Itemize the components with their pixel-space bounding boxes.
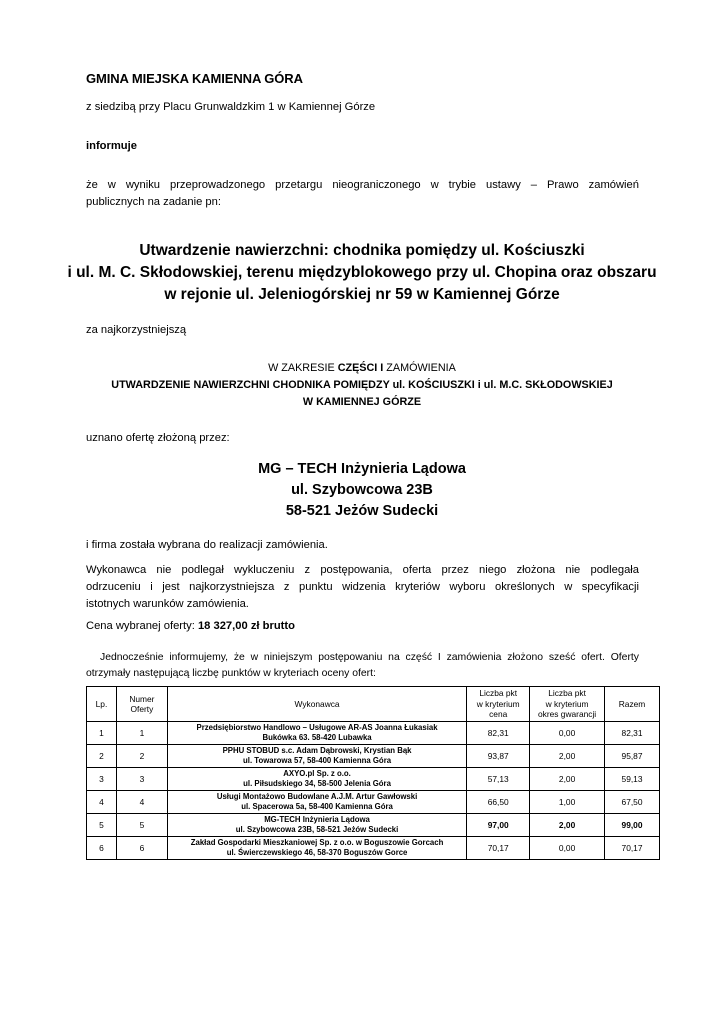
- results-table: [86, 686, 660, 860]
- scope-part: CZĘŚCI I: [337, 362, 384, 374]
- cell-contractor: PPHU STOBUD s.c. Adam Dąbrowski, Krystian Bąk ul. Towarowa 57, 58-400 Kamienna Góra: [167, 745, 466, 768]
- cell-lp: 2: [87, 745, 117, 768]
- cell-warranty-points: 2,00: [530, 745, 605, 768]
- intro-paragraph: [86, 177, 639, 211]
- table-row: [87, 837, 660, 860]
- task-line-1: Utwardzenie nawierzchni: chodnika pomiędzy ul. Kościuszki: [139, 242, 585, 259]
- cell-offer-number: 4: [116, 791, 167, 814]
- info-line-2: otrzymały następującą liczbę punktów w kryteriach oceny ofert:: [86, 668, 376, 679]
- header-price-points: Liczba pkt w kryterium cena: [467, 687, 530, 722]
- info-paragraph: [86, 650, 639, 682]
- header-warranty-points: Liczba pkt w kryterium okres gwarancji: [530, 687, 605, 722]
- selected-text: i firma została wybrana do realizacji zamówienia.: [86, 539, 328, 551]
- scope-suffix: ZAMÓWIENIA: [383, 362, 456, 374]
- cell-warranty-points: 0,00: [530, 837, 605, 860]
- scope-line-1: [60, 360, 664, 377]
- cell-contractor: Przedsiębiorstwo Handlowo – Usługowe AR-AS Joanna Łukasiak Bukówka 63. 58-420 Lubawka: [167, 722, 466, 745]
- cell-warranty-points: 0,00: [530, 722, 605, 745]
- price-value: 18 327,00 zł brutto: [197, 620, 295, 632]
- cell-contractor: MG-TECH Inżynieria Lądowa ul. Szybowcowa 23B, 58-521 Jeżów Sudecki: [167, 814, 466, 837]
- cell-price-points: 97,00: [467, 814, 530, 837]
- table-row: [87, 745, 660, 768]
- scope-line-3: W KAMIENNEJ GÓRZE: [302, 396, 422, 408]
- price-label: Cena wybranej oferty:: [86, 620, 198, 632]
- justification-line-1: Wykonawca nie podlegał wykluczeniu z postępowania, oferta przez niego złożona nie podlegała: [86, 564, 639, 576]
- cell-price-points: 82,31: [467, 722, 530, 745]
- justification-line-3: istotnych warunków zamówienia.: [86, 598, 249, 610]
- cell-contractor: Zakład Gospodarki Mieszkaniowej Sp. z o.o. w Boguszowie Gorcach ul. Świerczewskiego 46, 58-370 Boguszów Gorce: [167, 837, 466, 860]
- header-total: Razem: [605, 687, 660, 722]
- table-row: [87, 791, 660, 814]
- table-row-winner: [87, 814, 660, 837]
- contractor-street: ul. Szybowcowa 23B: [291, 482, 433, 498]
- cell-total: 99,00: [605, 814, 660, 837]
- cell-lp: 3: [87, 768, 117, 791]
- cell-price-points: 93,87: [467, 745, 530, 768]
- scope-block: [60, 360, 664, 411]
- task-line-2: i ul. M. C. Skłodowskiej, terenu międzyblokowego przy ul. Chopina oraz obszaru: [67, 264, 657, 281]
- cell-offer-number: 1: [116, 722, 167, 745]
- cell-warranty-points: 2,00: [530, 768, 605, 791]
- justification-line-2: odrzuceniu i jest najkorzystniejsza z punktu widzenia kryteriów wyboru określonych w specyfikacji: [86, 581, 639, 593]
- justification-paragraph: [86, 562, 639, 613]
- contractor-name: MG – TECH Inżynieria Lądowa: [258, 461, 466, 477]
- cell-total: 59,13: [605, 768, 660, 791]
- cell-price-points: 70,17: [467, 837, 530, 860]
- cell-contractor: Usługi Montażowo Budowlane A.J.M. Artur Gawłowski ul. Spacerowa 5a, 58-400 Kamienna Góra: [167, 791, 466, 814]
- cell-price-points: 57,13: [467, 768, 530, 791]
- table-header-row: [87, 687, 660, 722]
- header-contractor: Wykonawca: [167, 687, 466, 722]
- contractor-block: [60, 459, 664, 522]
- cell-offer-number: 6: [116, 837, 167, 860]
- cell-lp: 1: [87, 722, 117, 745]
- seat-text: z siedzibą przy Placu Grunwaldzkim 1 w Kamiennej Górze: [86, 101, 376, 113]
- intro-line-1: że w wyniku przeprowadzonego przetargu nieograniczonego w trybie ustawy – Prawo zamówień: [86, 179, 639, 191]
- task-line-3: w rejonie ul. Jeleniogórskiej nr 59 w Kamiennej Górze: [164, 286, 560, 303]
- table-row: [87, 722, 660, 745]
- cell-total: 67,50: [605, 791, 660, 814]
- cell-offer-number: 5: [116, 814, 167, 837]
- info-line-1: Jednocześnie informujemy, że w niniejszym postępowaniu na część I zamówienia złożono sześć ofert. Oferty: [100, 652, 639, 663]
- cell-lp: 6: [87, 837, 117, 860]
- cell-offer-number: 3: [116, 768, 167, 791]
- cell-warranty-points: 2,00: [530, 814, 605, 837]
- cell-lp: 5: [87, 814, 117, 837]
- contractor-city: 58-521 Jeżów Sudecki: [285, 503, 439, 519]
- cell-offer-number: 2: [116, 745, 167, 768]
- table-row: [87, 768, 660, 791]
- header-lp: Lp.: [87, 687, 117, 722]
- cell-lp: 4: [87, 791, 117, 814]
- cell-total: 70,17: [605, 837, 660, 860]
- cell-contractor: AXYO.pl Sp. z o.o. ul. Piłsudskiego 34, 58-500 Jelenia Góra: [167, 768, 466, 791]
- cell-total: 95,87: [605, 745, 660, 768]
- intro-line-2: publicznych na zadanie pn:: [86, 196, 221, 208]
- task-title: [60, 240, 664, 306]
- header-offer-number: Numer Oferty: [116, 687, 167, 722]
- price-line: [86, 618, 295, 635]
- cell-price-points: 66,50: [467, 791, 530, 814]
- cell-total: 82,31: [605, 722, 660, 745]
- scope-prefix: W ZAKRESIE: [268, 362, 338, 374]
- page-title: GMINA MIEJSKA KAMIENNA GÓRA: [86, 71, 303, 86]
- recognized-label: uznano ofertę złożoną przez:: [86, 432, 230, 444]
- scope-line-2: UTWARDZENIE NAWIERZCHNI CHODNIKA POMIĘDZY ul. KOŚCIUSZKI i ul. M.C. SKŁODOWSKIEJ: [111, 379, 613, 391]
- best-offer-label: za najkorzystniejszą: [86, 324, 187, 336]
- cell-warranty-points: 1,00: [530, 791, 605, 814]
- informs-text: informuje: [86, 140, 137, 152]
